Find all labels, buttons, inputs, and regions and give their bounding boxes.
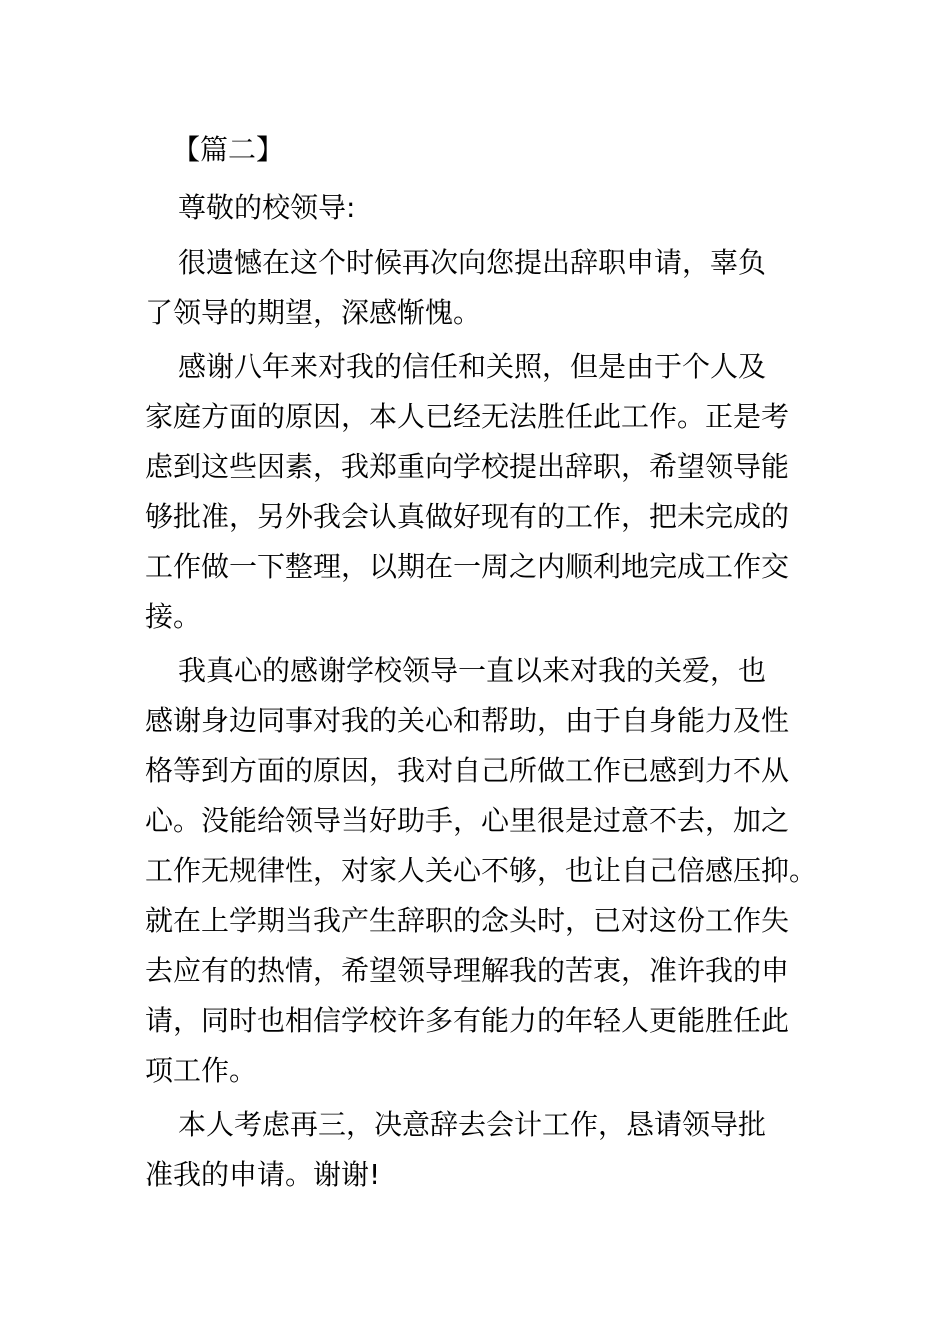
paragraph-line: 够批准，另外我会认真做好现有的工作，把未完成的 [145, 500, 790, 533]
paragraph-line: 去应有的热情，希望领导理解我的苦衷，准许我的申 [145, 954, 790, 987]
paragraph-1 [145, 238, 815, 338]
paragraph-line: 很遗憾在这个时候再次向您提出辞职申请，辜负 [178, 246, 767, 279]
paragraph-line: 接。 [145, 600, 202, 633]
paragraph-line: 心。没能给领导当好助手，心里很是过意不去，加之 [145, 804, 790, 837]
paragraph-line: 准我的申请。谢谢! [145, 1158, 381, 1191]
salutation: 尊敬的校领导: [178, 191, 356, 224]
paragraph-2 [145, 342, 815, 642]
paragraph-line: 家庭方面的原因，本人已经无法胜任此工作。正是考 [145, 400, 790, 433]
paragraph-4 [145, 1100, 815, 1200]
paragraph-3 [145, 646, 818, 1096]
paragraph-line: 我真心的感谢学校领导一直以来对我的关爱，也 [178, 654, 767, 687]
section-title: 【篇二】 [172, 133, 285, 166]
paragraph-line: 虑到这些因素，我郑重向学校提出辞职，希望领导能 [145, 450, 790, 483]
paragraph-line: 感谢身边同事对我的关心和帮助，由于自身能力及性 [145, 704, 790, 737]
paragraph-line: 工作做一下整理，以期在一周之内顺利地完成工作交 [145, 550, 790, 583]
paragraph-line: 项工作。 [145, 1054, 258, 1087]
paragraph-line: 就在上学期当我产生辞职的念头时，已对这份工作失 [145, 904, 790, 937]
paragraph-line: 本人考虑再三，决意辞去会计工作，恳请领导批 [178, 1108, 767, 1141]
paragraph-line: 了领导的期望，深感惭愧。 [145, 296, 482, 329]
paragraph-line: 感谢八年来对我的信任和关照，但是由于个人及 [178, 350, 767, 383]
paragraph-line: 工作无规律性，对家人关心不够，也让自己倍感压抑。 [145, 854, 818, 887]
paragraph-line: 请，同时也相信学校许多有能力的年轻人更能胜任此 [145, 1004, 790, 1037]
paragraph-line: 格等到方面的原因，我对自己所做工作已感到力不从 [145, 754, 790, 787]
